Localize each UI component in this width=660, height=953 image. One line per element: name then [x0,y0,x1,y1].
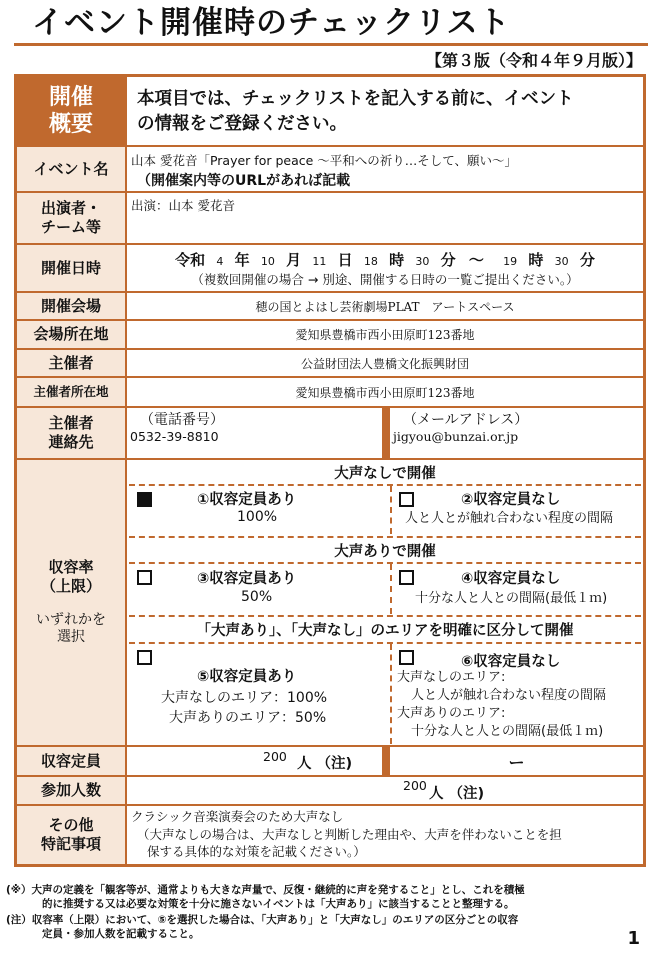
capacity-label [17,460,125,745]
overview-text-line1: 本項目では、チェックリストを記入する前に、イベント [137,89,574,109]
organizer-address-value[interactable]: 愛知県豊橋市西小田原町123番地 [127,378,643,406]
date-year: 4 [216,255,224,268]
capacity-limit-cell[interactable] [127,747,382,775]
venue-address-value[interactable]: 愛知県豊橋市西小田原町123番地 [127,321,643,348]
footnote-1-line2: 的に推奨する又は必要な対策を十分に施さないイベントは「大声あり」に該当することと整理する。 [42,898,515,911]
dashed-divider [129,615,641,617]
page-title: イベント開催時のチェックリスト [14,2,648,46]
option-3-title: ③収容定員あり [197,571,297,587]
performers-label-line1: 出演者・ [40,199,101,218]
contact-label-line2: 連絡先 [48,433,94,451]
option-1-value: 100% [237,509,278,525]
option-6-title: ⑥収容定員なし [461,654,561,670]
capacity-label-line3: いずれかを [36,611,106,628]
other-label-line2: 特記事項 [40,835,101,853]
venue-value[interactable]: 穂の国とよはし芸術劇場PLAT アートスペース [127,293,643,319]
contact-phone-cell[interactable] [127,408,382,458]
contact-email-label: （メールアドレス） [403,412,529,428]
performers-label-line2: チーム等 [40,218,101,236]
attendees-unit: 人 （注) [429,786,485,802]
date-end-hour: 19 [503,255,518,268]
event-name-label: イベント名 [17,147,125,191]
checklist-form [14,74,646,867]
footnote-2-line2: 定員・参加人数を記載すること。 [42,928,200,941]
dashed-divider [390,644,392,744]
date-day-unit: 日 [337,251,353,269]
date-note: （複数回開催の場合 → 別途、開催する日時の一覧ご提出ください。） [191,272,579,287]
venue-label: 開催会場 [17,293,125,319]
overview-label [17,77,125,145]
other-line3: 保する具体的な対策を記載ください。） [147,844,366,859]
performers-label [17,193,125,243]
date-start-hour: 18 [363,255,378,268]
overview-text-line2: の情報をご登録ください。 [137,113,347,134]
footnote-2 [6,913,518,941]
date-label: 開催日時 [17,245,125,291]
date-month-unit: 月 [286,251,302,269]
attendees-value: 200 [403,778,427,793]
option-6-line2: 人と人が触れ合わない程度の間隔 [411,688,607,703]
capacity-limit-label: 収容定員 [17,747,125,775]
option-1-checkbox[interactable] [137,492,152,507]
attendees-label: 参加人数 [17,777,125,804]
event-name-value[interactable]: 山本 愛花音「Prayer for peace ～平和への祈り…そして、願い～」 [131,153,518,168]
option-5-checkbox[interactable] [137,650,152,665]
date-day: 11 [312,255,327,268]
page-number: 1 [627,928,640,949]
contact-phone-value: 0532-39-8810 [130,429,219,444]
date-end-min-unit: 分 [579,251,595,269]
contact-label [17,408,125,458]
option-4-title: ④収容定員なし [461,571,561,587]
option-3-value: 50% [241,589,273,605]
other-label-line1: その他 [48,816,94,835]
date-month: 10 [260,255,275,268]
date-year-unit: 年 [234,251,250,269]
option-6-line1: 大声なしのエリア: [397,670,506,685]
dashed-divider [129,536,641,538]
event-name-url-note: （開催案内等のURLがあれば記載 [137,173,351,189]
capacity-limit-unit: 人 （注) [297,756,353,772]
footnote-1 [6,883,525,911]
date-cell[interactable] [127,245,643,291]
capacity-label-line2: （上限） [40,577,101,595]
edition-label: 【第３版（令和４年９月版）】 [425,51,642,70]
dashed-divider [390,486,392,534]
dashed-divider [129,484,641,486]
option-5-line2: 大声ありのエリア：50% [169,710,327,726]
date-min-unit: 分 [440,251,456,269]
date-tilde: ～ [468,251,484,269]
option-4-value: 十分な人と人との間隔(最低１ｍ) [415,591,608,606]
date-era: 令和 [175,251,206,269]
contact-email-value: jigyou@bunzai.or.jp [393,429,519,444]
other-label [17,806,125,864]
dashed-divider [390,564,392,614]
organizer-address-label: 主催者所在地 [17,378,125,406]
footnote-2-line1: (注）収容率（上限）において、⑤を選択した場合は、「大声あり」と「大声なし」のエリアの区分ごとの収容 [6,914,519,926]
date-line [127,249,643,270]
other-cell[interactable] [127,806,643,864]
capacity-limit-right: ー [390,747,643,775]
section-no-loud-head: 大声なしで開催 [127,462,643,483]
capacity-label-line4: 選択 [57,629,85,646]
performers-value[interactable]: 出演：山本 愛花音 [127,193,643,243]
overview-label-line1: 開催 [48,84,93,110]
other-line1: クラシック音楽演奏会のため大声なし [131,809,344,824]
option-6-line4: 十分な人と人との間隔(最低１ｍ) [411,724,604,739]
option-6-line3: 大声ありのエリア: [397,706,506,721]
date-end-hour-unit: 時 [528,251,544,269]
option-2-value: 人と人とが触れ合わない程度の間隔 [405,511,614,526]
other-line2: （大声なしの場合は、大声なしと判断した理由や、大声を伴わないことを担 [137,826,562,842]
overview-text [127,77,643,145]
venue-address-label: 会場所在地 [17,321,125,348]
option-5-line1: 大声なしのエリア：100% [161,690,328,706]
option-2-title: ②収容定員なし [461,492,561,508]
organizer-label: 主催者 [17,350,125,376]
dashed-divider [129,642,641,644]
option-1-title: ①収容定員あり [197,492,297,508]
capacity-label-line1: 収容率 [48,558,94,577]
date-hour-unit: 時 [389,251,405,269]
option-2-checkbox[interactable] [399,492,414,507]
event-name-cell [127,147,643,191]
contact-email-cell[interactable] [390,408,643,458]
section-loud-head: 大声ありで開催 [127,540,643,561]
option-5-title: ⑤収容定員あり [197,669,297,685]
attendees-cell[interactable] [127,777,643,804]
capacity-limit-value: 200 [263,749,287,764]
option-6-checkbox[interactable] [399,650,414,665]
option-3-checkbox[interactable] [137,570,152,585]
footnote-1-line1: (※）大声の定義を「観客等が、通常よりも大きな声量で、反復・継続的に声を発すること」とし、これを積極 [6,884,525,896]
option-4-checkbox[interactable] [399,570,414,585]
section-split-head: 「大声あり」、「大声なし」のエリアを明確に区分して開催 [127,619,643,640]
dashed-divider [129,562,641,564]
date-start-min: 30 [415,255,430,268]
date-end-min: 30 [554,255,569,268]
contact-phone-label: （電話番号） [140,412,224,428]
overview-label-line2: 概要 [48,112,93,137]
contact-label-line1: 主催者 [48,414,94,433]
organizer-value[interactable]: 公益財団法人豊橋文化振興財団 [127,350,643,376]
